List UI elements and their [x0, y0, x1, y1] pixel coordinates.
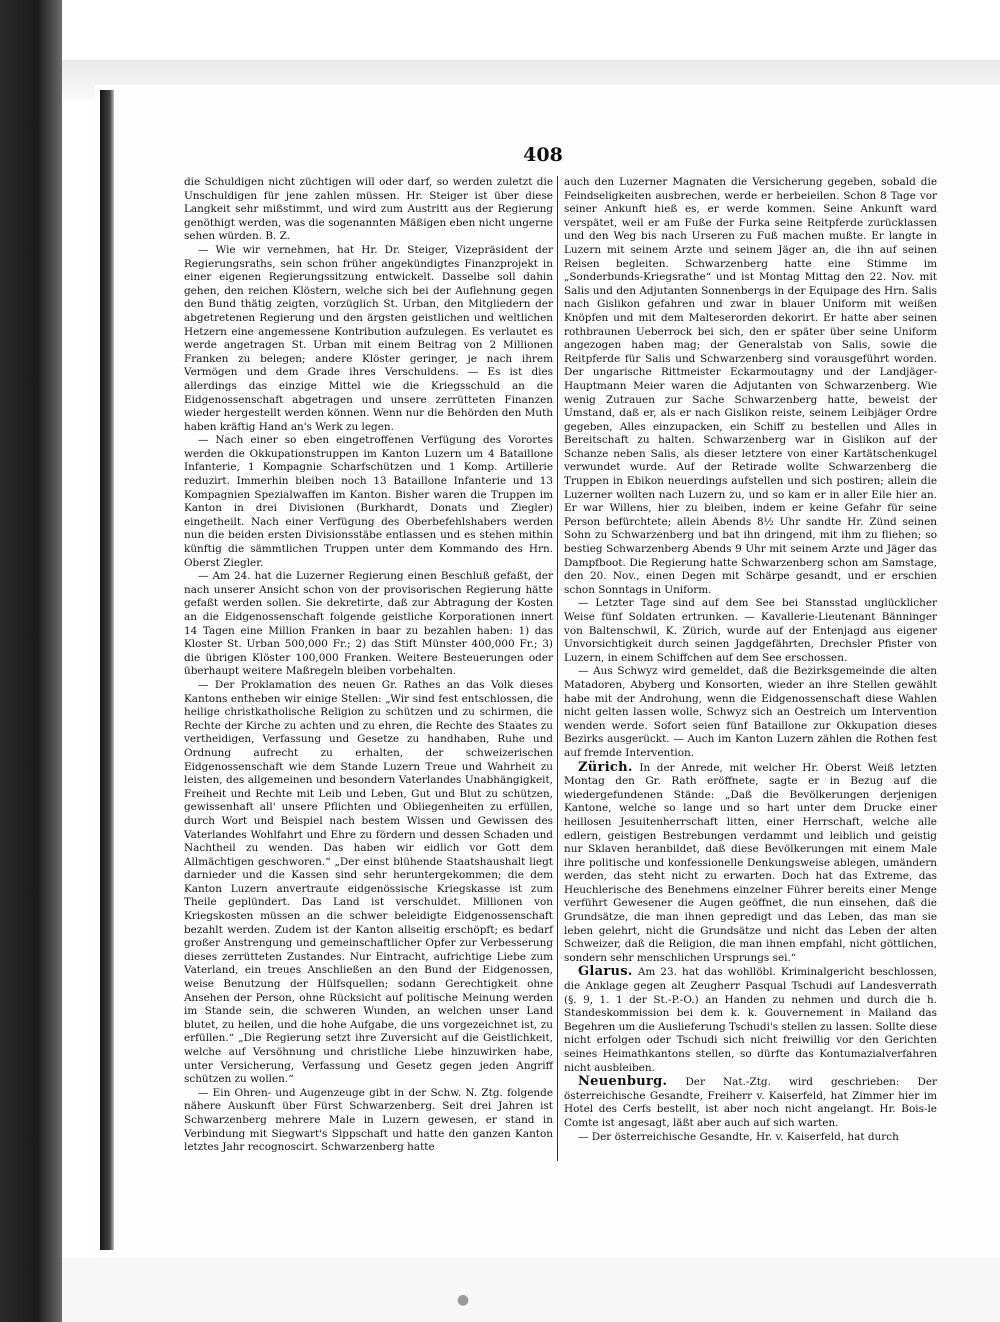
- scan-border-bottom: [62, 1258, 1000, 1322]
- column-divider: [557, 176, 558, 1161]
- news-section: [564, 1075, 937, 1130]
- article-paragraph: — Aus Schwyz wird gemeldet, daß die Bezirksgemeinde die alten Matadoren, Abyberg und Konsorten, wieder an ihre Stellen gewählt habe mit der Androhung, wenn die Eidgenossenschaft diese Wahlen nicht gelten lassen wolle, Schwyz sich an Oestreich um Intervention wenden werde. Sofort seien fünf Bataillone zur Okkupation dieses Bezirks ausgerückt. — Auch im Kanton Luzern zählen die Rothen fest auf fremde Intervention.: [564, 665, 937, 759]
- section-heading: Neuenburg.: [578, 1074, 668, 1090]
- news-section: [564, 965, 937, 1075]
- left-column: [184, 176, 553, 1155]
- page-binding-edge: [100, 90, 114, 1250]
- article-paragraph: die Schuldigen nicht züchtigen will oder darf, so werden zuletzt die Unschuldigen für jene zahlen müssen. Hr. Steiger ist über diese Langkeit sehr mißstimmt, und wird zum Austritt aus der Regierung genöthigt werden, was die sogenannten Mäßigen eben nicht ungerne sehen würden. B. Z.: [184, 176, 553, 243]
- page-number: 408: [523, 144, 563, 166]
- section-text: Am 23. hat das wohllöbl. Kriminalgericht beschlossen, die Anklage gegen alt Zeugherr Pasqual Tschudi auf Landesverrath (§. 9, 1. 1 der St.-P.-O.) an Handen zu nehmen und durch die h. Standeskommission bei dem k. k. Gouvernement in Mailand das Begehren um die Auslieferung Tschudi's stellen zu lassen. Sollte diese nicht erfolgen oder Tschudi sich nicht freiwillig vor den Gerichten seines Heimathkantons stellen, so dürfte das Kontumazialverfahren nicht ausbleiben.: [564, 966, 937, 1074]
- section-text: In der Anrede, mit welcher Hr. Oberst Weiß letzten Montag den Gr. Rath eröffnete, sagte er in Bezug auf die wiedergefundenen Stände: „Daß die Bevölkerungen derjenigen Kantone, welche so lange und so hart unter dem Drucke einer heillosen Jesuitenherrschaft litten, einer Herrschaft, welche alle edlern, geistigen Bestrebungen verdammt und leiblich und geistig nur Sklaven heranbildet, daß diese Bevölkerungen mit einem Male ihre politische und konfessionelle Denkungsweise ablegen, umändern werden, das steht nicht zu erwarten. Doch hat das Extreme, das Heuchlerische des Benehmens einzelner Führer bereits einer Menge verführt Gewesener die Augen geöffnet, die nun einsehen, daß die Grundsätze, die man ihnen gepredigt und das Leben, das man sie leben gelehrt, nicht die Grundsätze und nicht das Leben der alten Schweizer, daß die Religion, die man ihnen empfahl, nicht göttlichen, sondern sehr menschlichen Ursprungs sei.“: [564, 761, 937, 964]
- article-paragraph: — Nach einer so eben eingetroffenen Verfügung des Vorortes werden die Okkupationstruppen im Kanton Luzern um 4 Bataillone Infanterie, 1 Kompagnie Scharfschützen und 1 Komp. Artillerie reduzirt. Immerhin bleiben noch 13 Bataillone Infanterie und 13 Kompagnien Spezialwaffen im Kanton. Bisher waren die Truppen im Kanton in drei Divisionen (Burkhardt, Donats und Ziegler) eingetheilt. Nach einer Verfügung des Oberbefehlshabers werden nun die beiden ersten Divisionsstäbe entlassen und es stehen mithin künftig die sämmtlichen Truppen unter dem Kommando des Hrn. Oberst Ziegler.: [184, 434, 553, 569]
- article-paragraph: auch den Luzerner Magnaten die Versicherung gegeben, sobald die Feindseligkeiten ausbrechen, werde er herbeieilen. Schon 8 Tage vor seiner Ankunft hieß es, er werde kommen. Seine Ankunft ward verspätet, weil er am Fuße der Furka seine Reitpferde zurücklassen und den Weg bis nach Urseren zu Fuß machen mußte. Er langte in Luzern mit seinem Arzte und seinem Jäger an, die ihn auf seinen Reisen begleiten. Schwarzenberg hatte eine Stimme im „Sonderbunds-Kriegsrathe“ und ist Montag Mittag den 22. Nov. mit Salis und den Adjutanten Sonnenbergs in der Equipage des Hrn. Salis nach Gislikon gefahren und zwar in blauer Uniform mit weißen Knöpfen und mit dem Malteserorden dekorirt. Er hatte aber seinen rothbraunen Ueberrock bei sich, den er später über seine Uniform angezogen haben mag; der Generalstab von Salis, sowie die Reitpferde für Salis und Schwarzenberg sind vorausgeführt worden. Der ungarische Rittmeister Eckarmoutagny und der Landjäger-Hauptmann Meier waren die Adjutanten von Schwarzenberg. Wie wenig Zutrauen zur Sache Schwarzenberg hatte, beweist der Umstand, daß er, als er nach Gislikon reiste, seinem Leibjäger Ordre gegeben, Alles einzupacken, ein Schiff zu bestellen und Alles in Bereitschaft zu halten. Schwarzenberg war in Gislikon auf der Schanze neben Salis, als dieser letztere von einer Kartätschenkugel verwundet wurde. Auf der Retirade wollte Schwarzenberg die Truppen in Ebikon neuerdings aufstellen und sich postiren; allein die Luzerner wollten nach Luzern zu, und so kam er in aller Eile hier an. Er war Willens, hier zu bleiben, indem er keine Gefahr für seine Person befürchtete; allein Abends 8½ Uhr sandte Hr. Zünd seinen Sohn zu Schwarzenberg und bat ihn dringend, mit ihm zu fliehen; so bestieg Schwarzenberg Abends 9 Uhr mit seinem Arzte und Jäger das Dampfboot. Die Regierung hatte Schwarzenberg schon am Samstage, den 20. Nov., einen Degen mit Schärpe gesandt, und er erschien schon Sonntags in Uniform.: [564, 176, 937, 596]
- news-section: [564, 761, 937, 966]
- scan-mark-icon: ●: [456, 1292, 470, 1308]
- right-column: [564, 176, 937, 1144]
- section-heading: Glarus.: [578, 964, 633, 980]
- article-paragraph: — Ein Ohren- und Augenzeuge gibt in der Schw. N. Ztg. folgende nähere Auskunft über Fürst Schwarzenberg. Seit drei Jahren ist Schwarzenberg mehrere Male in Luzern gewesen, er stand in Verbindung mit Siegwart's Sippschaft und hatte den ganzen Kanton letztes Jahr recognoscirt. Schwarzenberg hatte: [184, 1086, 553, 1154]
- article-paragraph: — Der Proklamation des neuen Gr. Rathes an das Volk dieses Kantons entheben wir einige Stellen: „Wir sind fest entschlossen, die heilige christkatholische Religion zu schützen und zu schirmen, die Rechte der Kirche zu achten und zu ehren, die Rechte des Staates zu vertheidigen, Verfassung und Gesetze zu handhaben, Ruhe und Ordnung aufrecht zu erhalten, der schweizerischen Eidgenossenschaft wie dem Stande Luzern Treue und Wahrheit zu leisten, des allgemeinen und besondern Vaterlandes Unabhängigkeit, Freiheit und Rechte mit Leib und Leben, Gut und Blut zu schützen, gewissenhaft all' unsere Pflichten und Obliegenheiten zu erfüllen, durch Wort und Beispiel nach bestem Wissen und Gewissen des Vaterlandes Wohlfahrt und Ehre zu fördern und dessen Schaden und Nachtheil zu wenden. Das haben wir eidlich vor Gott dem Allmächtigen geschworen.“ „Der einst blühende Staatshaushalt liegt darnieder und die Kassen sind sehr heruntergekommen; die dem Kanton Luzern anvertraute eidgenössische Kriegskasse ist zum Theile geplündert. Das Land ist verschuldet. Millionen von Kriegskosten müssen an die schwer beleidigte Eidgenossenschaft bezahlt werden. Zudem ist der Kanton allseitig erschöpft; es bedarf großer Anstrengung und gemeinschaftlicher Opfer zur Verbesserung dieses zerrütteten Zustandes. Nur Eintracht, aufrichtige Liebe zum Vaterland, ein treues Anschließen an den Bund der Eidgenossen, weise Benutzung der Hülfsquellen; sodann Gerechtigkeit ohne Ansehen der Person, ohne Rücksicht auf politische Meinung werden im Stande sein, die schweren Wunden, an welchen unser Land blutet, zu heilen, und die hohe Aufgabe, die uns vorgezeichnet ist, zu erfüllen.“ „Die Regierung setzt ihre Zuversicht auf die Geistlichkeit, welche auf Versöhnung und christliche Liebe hinzuwirken habe, unter Versicherung, Verfassung und Gesetz gegen jeden Angriff schützen zu wollen.“: [184, 678, 553, 1086]
- section-heading: Zürich.: [578, 759, 633, 775]
- article-paragraph: — Letzter Tage sind auf dem See bei Stansstad unglücklicher Weise fünf Soldaten ertrunken. — Kavallerie-Lieutenant Bänninger von Baltenschwil, K. Zürich, wurde auf der Entenjagd aus eigener Unvorsichtigkeit durch seinen Jagdgefährten, Drechsler Pfister von Luzern, in einem Schiffchen auf dem See erschossen.: [564, 597, 937, 664]
- section-text: Der Nat.-Ztg. wird geschrieben: Der österreichische Gesandte, Freiherr v. Kaiserfeld, hat Zimmer hier im Hotel des Cerfs bestellt, ist aber noch nicht angelangt. Hr. Bois-le Comte ist angesagt, läßt aber auch auf sich warten.: [564, 1076, 937, 1129]
- scan-border-left: [0, 0, 62, 1322]
- article-paragraph: — Der österreichische Gesandte, Hr. v. Kaiserfeld, hat durch: [578, 1130, 899, 1143]
- article-paragraph: — Wie wir vernehmen, hat Hr. Dr. Steiger, Vizepräsident der Regierungsraths, sein schon früher angekündigtes Finanzprojekt in einer eigenen Regierungssitzung entwickelt. Dasselbe soll dahin gehen, den reichen Klöstern, welche sich bei der Auflehnung gegen den Bund thätig zeigten, vorzüglich St. Urban, den Mitgliedern der abgetretenen Regierung und den ärgsten geistlichen und weltlichen Hetzern eine angemessene Kontribution aufzulegen. Es verlautet es werde angetragen St. Urban mit einem Beitrag von 2 Millionen Franken zu belegen; andere Klöster geringer, je nach ihrem Vermögen und dem Grade ihres Verschuldens. — Es ist dies allerdings das einzige Mittel wie die Kriegsschuld an die Eidgenossenschaft abgetragen und unsere zerrütteten Finanzen wieder hergestellt werden können. Wenn nur die Behörden den Muth haben kräftig Hand an's Werk zu legen.: [184, 243, 553, 433]
- article-paragraph: — Am 24. hat die Luzerner Regierung einen Beschluß gefaßt, der nach unserer Ansicht schon von der provisorischen Regierung hätte gefaßt werden sollen. Sie dekretirte, daß zur Abtragung der Kosten an die Eidgenossenschaft folgende geistliche Korporationen innert 14 Tagen eine Million Franken in baar zu bezahlen haben: 1) das Kloster St. Urban 500,000 Fr.; 2) das Stift Münster 400,000 Fr.; 3) die übrigen Klöster 100,000 Franken. Weitere Besteuerungen oder überhaupt weitere Maßregeln bleiben vorbehalten.: [184, 570, 553, 678]
